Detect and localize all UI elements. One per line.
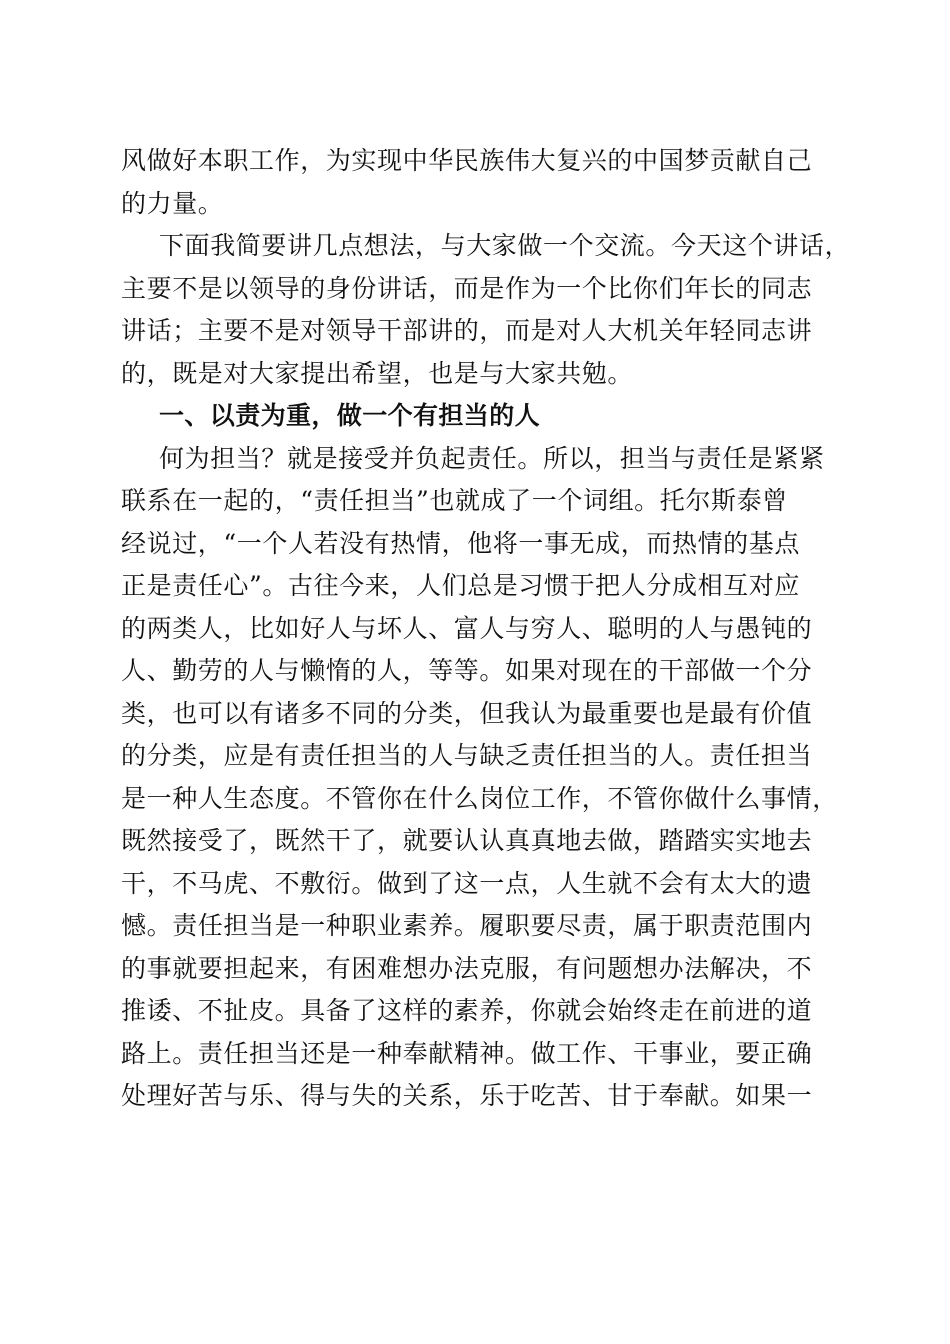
text-line: 干，不马虎、不敷衍。做到了这一点，人生就不会有太大的遗: [121, 868, 813, 898]
text-line: 是一种人生态度。不管你在什么岗位工作，不管你做什么事情，: [121, 783, 838, 813]
text-line: 的分类，应是有责任担当的人与缺乏责任担当的人。责任担当: [121, 741, 813, 770]
text-line: 联系在一起的，“责任担当”也就成了一个词组。托尔斯泰曾: [121, 486, 788, 515]
text-line: 正是责任心”。古往今来，人们总是习惯于把人分成相互对应: [121, 571, 800, 600]
text-line: 主要不是以领导的身份讲话，而是作为一个比你们年长的同志: [121, 273, 813, 303]
text-line: 的事就要担起来，有困难想办法克服，有问题想办法解决，不: [121, 953, 813, 983]
text-line: 人、勤劳的人与懒惰的人，等等。如果对现在的干部做一个分: [121, 656, 813, 685]
text-line: 的力量。: [121, 188, 224, 218]
text-line: 的，既是对大家提出希望，也是与大家共勉。: [121, 358, 634, 388]
text-line: 推诿、不扯皮。具备了这样的素养，你就会始终走在前进的道: [121, 996, 813, 1025]
text-line: 路上。责任担当还是一种奉献精神。做工作、干事业，要正确: [121, 1038, 813, 1068]
text-line: 的两类人，比如好人与坏人、富人与穷人、聪明的人与愚钝的: [121, 613, 813, 643]
text-line: 处理好苦与乐、得与失的关系，乐于吃苦、甘于奉献。如果一: [121, 1081, 813, 1110]
text-line: 讲话；主要不是对领导干部讲的，而是对人大机关年轻同志讲: [121, 316, 813, 345]
text-line: 经说过，“一个人若没有热情，他将一事无成，而热情的基点: [121, 528, 800, 558]
text-line: 憾。责任担当是一种职业素养。履职要尽责，属于职责范围内: [121, 911, 813, 940]
text-line: 既然接受了，既然干了，就要认认真真地去做，踏踏实实地去: [121, 826, 813, 855]
text-line: 风做好本职工作，为实现中华民族伟大复兴的中国梦贡献自己: [121, 146, 813, 175]
text-line: 类，也可以有诸多不同的分类，但我认为最重要也是最有价值: [121, 698, 813, 728]
document-body: [121, 140, 851, 1118]
text-line: 何为担当？就是接受并负起责任。所以，担当与责任是紧紧: [159, 443, 825, 473]
section-heading: 一、以责为重，做一个有担当的人: [159, 401, 541, 430]
text-line: 下面我简要讲几点想法，与大家做一个交流。今天这个讲话，: [159, 231, 851, 260]
